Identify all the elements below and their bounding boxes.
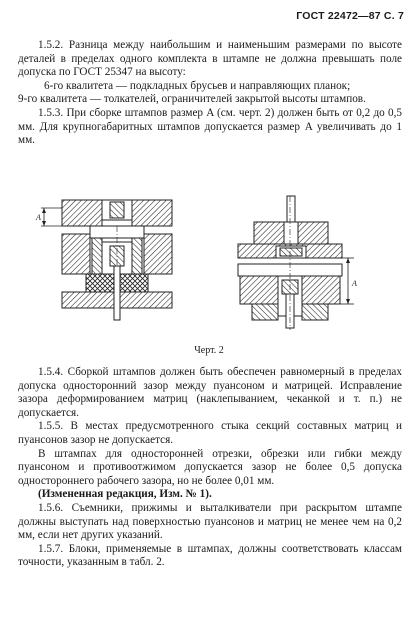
- figure-caption: Черт. 2: [194, 345, 224, 356]
- text-block-top: [18, 39, 402, 148]
- paragraph-one-sided-cutting: В штампах для односторонней отрезки, обрезки или гибки между пуансоном и противоотжимом допускается зазор не более 0,5 допуска одностороннего рабочего зазора, но не более 0,01 мм.: [18, 447, 402, 487]
- paragraph-quality-9: 9-го квалитета — толкателей, ограничителей закрытой высоты штампов.: [18, 93, 366, 106]
- page-header: ГОСТ 22472—87 С. 7: [296, 10, 404, 22]
- paragraph-1-5-6: 1.5.6. Съемники, прижимы и выталкиватели при раскрытом штампе должны выступать над поверхностью пуансонов и матриц не менее чем на 0,2 мм, если нет других указаний.: [18, 501, 402, 542]
- paragraph-1-5-2: 1.5.2. Разница между наибольшим и наименьшим размерами по высоте деталей в пределах одного комплекта в штампе не должна превышать поле допуска по ГОСТ 25347 на высоту:: [18, 39, 402, 79]
- text-block-bottom: [18, 366, 402, 570]
- dim-label-a-left: A: [36, 213, 41, 222]
- paragraph-1-5-3: 1.5.3. При сборке штампов размер A (см. черт. 2) должен быть от 0,2 до 0,5 мм. Для крупногабаритных штампов допускается размер A увеличивать до 1 мм.: [18, 106, 402, 147]
- paragraph-revision-note: (Измененная редакция, Изм. № 1).: [38, 488, 212, 501]
- right-die-section: [238, 196, 357, 330]
- paragraph-1-5-5: 1.5.5. В местах предусмотренного стыка секций составных матриц и пуансонов зазор не допускается.: [18, 420, 402, 446]
- figure-2-drawing: [36, 196, 380, 342]
- paragraph-1-5-7: 1.5.7. Блоки, применяемые в штампах, должны соответствовать классам точности, указанным в табл. 2.: [18, 542, 402, 569]
- dim-label-a-right: A: [352, 279, 357, 288]
- paragraph-quality-6: 6-го квалитета — подкладных брусьев и направляющих планок;: [44, 79, 351, 92]
- left-die-section: [35, 200, 172, 320]
- paragraph-1-5-4: 1.5.4. Сборкой штампов должен быть обеспечен равномерный в пределах допуска односторонний зазор между пуансоном и матрицей. Исправление зазора деформированием матриц (наклепыванием, чеканкой и т. п.) не допускается.: [18, 366, 402, 419]
